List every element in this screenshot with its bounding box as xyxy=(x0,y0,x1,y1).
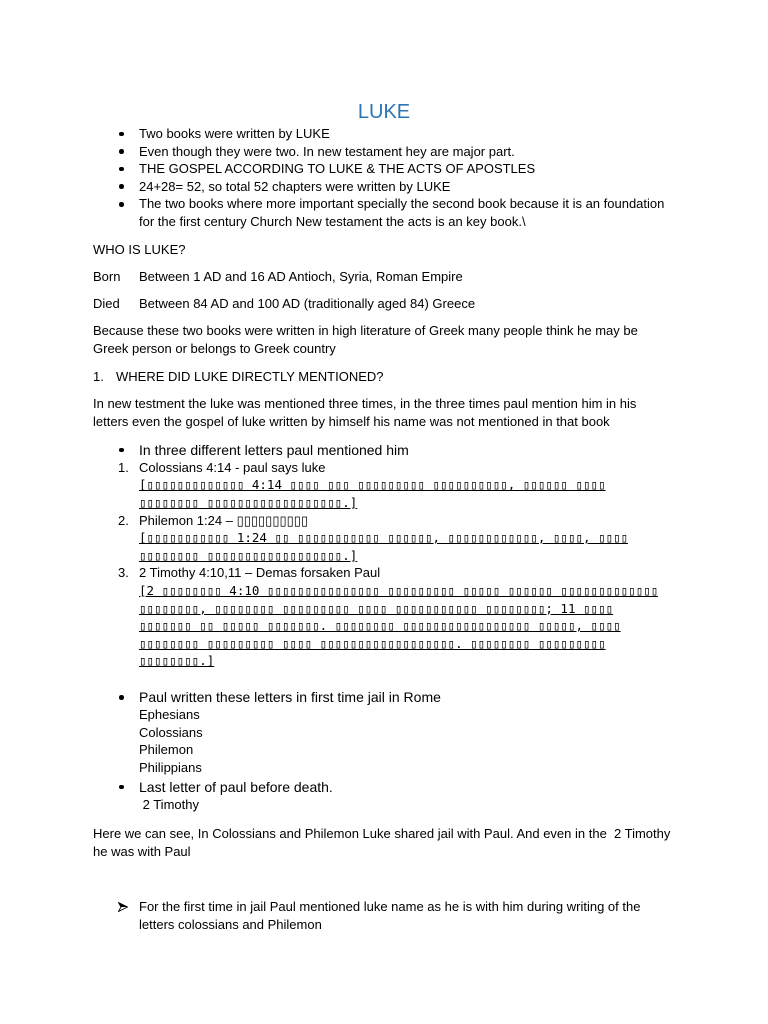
jail-letters-books xyxy=(139,706,768,776)
list-item-text: Last letter of paul before death. xyxy=(139,778,333,795)
fact-label: Born xyxy=(93,269,121,285)
jail-letters-lead-list xyxy=(118,688,768,706)
greek-paragraph: Because these two books were written in high literature of Greek many people think he may be Greek person or belongs to Greek country xyxy=(93,323,638,356)
arrowhead-bullet-icon xyxy=(118,898,139,916)
section-heading xyxy=(93,368,768,386)
who-heading: WHO IS LUKE? xyxy=(93,242,186,258)
letter-item-body xyxy=(139,459,606,512)
intro-bullet-list xyxy=(118,125,768,231)
fact-label: Died xyxy=(93,296,120,312)
document-title: LUKE xyxy=(357,101,411,123)
book-name: Ephesians xyxy=(139,707,200,723)
list-item-text: 24+28= 52, so total 52 chapters were written by LUKE xyxy=(139,178,451,194)
list-item xyxy=(118,195,768,230)
list-item xyxy=(118,441,768,459)
letters-numbered-list xyxy=(118,459,768,670)
letter-reference: Colossians 4:14 - paul says luke xyxy=(139,459,326,475)
item-number: 2. xyxy=(118,512,129,528)
section-number: 1. xyxy=(93,368,104,384)
bullet-icon xyxy=(118,178,139,196)
list-item xyxy=(118,178,768,196)
item-number: 1. xyxy=(118,459,129,475)
section-heading-text: WHERE DID LUKE DIRECTLY MENTIONED? xyxy=(116,368,384,384)
list-item xyxy=(118,688,768,706)
letter-item-body xyxy=(139,512,628,565)
letter-item-body xyxy=(139,564,658,670)
book-name: Philippians xyxy=(139,759,202,775)
letter-reference: Philemon 1:24 – ▯▯▯▯▯▯▯▯▯▯ xyxy=(139,512,309,528)
verse-quote-line[interactable]: ▯▯▯▯▯▯▯▯ ▯▯▯▯▯▯▯▯▯ ▯▯▯▯ ▯▯▯▯▯▯▯▯▯▯▯▯▯▯▯▯▯▯. ▯▯▯▯▯▯▯▯ ▯▯▯▯▯▯▯▯▯ xyxy=(139,635,606,651)
verse-quote-line[interactable]: ▯▯▯▯▯▯▯ ▯▯ ▯▯▯▯▯ ▯▯▯▯▯▯▯. ▯▯▯▯▯▯▯▯ ▯▯▯▯▯▯▯▯▯▯▯▯▯▯▯▯▯ ▯▯▯▯▯, ▯▯▯▯ xyxy=(139,618,621,634)
verse-quote-line[interactable]: [▯▯▯▯▯▯▯▯▯▯▯▯▯ 4:14 ▯▯▯▯ ▯▯▯ ▯▯▯▯▯▯▯▯▯ ▯▯▯▯▯▯▯▯▯▯, ▯▯▯▯▯▯ ▯▯▯▯ xyxy=(139,477,606,493)
list-item-text: For the first time in jail Paul mentioned luke name as he is with him during writing of the letters colossians and Philemon xyxy=(139,898,641,932)
born-fact xyxy=(93,268,768,286)
letter-reference: 2 Timothy 4:10,11 – Demas forsaken Paul xyxy=(139,565,381,581)
letter-item xyxy=(118,564,768,670)
list-item-text: Even though they were two. In new testament hey are major part. xyxy=(139,143,515,159)
item-number: 3. xyxy=(118,565,129,581)
list-item-text: In three different letters paul mentioned him xyxy=(139,441,409,458)
fact-value: Between 1 AD and 16 AD Antioch, Syria, Roman Empire xyxy=(139,269,463,285)
died-fact xyxy=(93,295,768,313)
mention-paragraph: In new testment the luke was mentioned three times, in the three times paul mention him in his letters even the gospel of luke written by himself his name was not mentioned in that book xyxy=(93,396,637,430)
verse-quote-line[interactable]: ▯▯▯▯▯▯▯▯ ▯▯▯▯▯▯▯▯▯▯▯▯▯▯▯▯▯▯.] xyxy=(139,547,358,563)
list-item xyxy=(118,160,768,178)
arrow-note-list xyxy=(118,898,768,933)
book-name: Colossians xyxy=(139,724,203,740)
list-item xyxy=(118,898,768,933)
summary-paragraph: Here we can see, In Colossians and Philemon Luke shared jail with Paul. And even in the 2 Timothy he was with Paul xyxy=(93,825,675,859)
list-item xyxy=(118,125,768,143)
list-item-text: THE GOSPEL ACCORDING TO LUKE & THE ACTS OF APOSTLES xyxy=(139,161,536,177)
verse-quote-line[interactable]: ▯▯▯▯▯▯▯▯ ▯▯▯▯▯▯▯▯▯▯▯▯▯▯▯▯▯▯.] xyxy=(139,495,358,511)
bullet-icon xyxy=(118,688,139,706)
bullet-icon xyxy=(118,441,139,459)
letter-item xyxy=(118,512,768,565)
bullet-icon xyxy=(118,778,139,796)
bullet-icon xyxy=(118,160,139,178)
verse-quote-line[interactable]: ▯▯▯▯▯▯▯▯.] xyxy=(139,653,215,669)
letters-lead-list xyxy=(118,441,768,459)
bullet-icon xyxy=(118,143,139,161)
verse-quote-line[interactable]: ▯▯▯▯▯▯▯▯, ▯▯▯▯▯▯▯▯ ▯▯▯▯▯▯▯▯▯ ▯▯▯▯ ▯▯▯▯▯▯▯▯▯▯▯ ▯▯▯▯▯▯▯▯; 11 ▯▯▯▯ xyxy=(139,600,614,616)
list-item-text: Two books were written by LUKE xyxy=(139,126,330,141)
list-item xyxy=(118,778,768,796)
book-name: Philemon xyxy=(139,742,194,758)
list-item-text: Paul written these letters in first time jail in Rome xyxy=(139,689,441,706)
verse-quote-line[interactable]: [▯▯▯▯▯▯▯▯▯▯▯ 1:24 ▯▯ ▯▯▯▯▯▯▯▯▯▯▯ ▯▯▯▯▯▯, ▯▯▯▯▯▯▯▯▯▯▯▯, ▯▯▯▯, ▯▯▯▯ xyxy=(139,530,629,546)
fact-value: Between 84 AD and 100 AD (traditionally aged 84) Greece xyxy=(139,296,476,312)
bullet-icon xyxy=(118,195,139,213)
last-letter-lead-list xyxy=(118,778,768,796)
list-item xyxy=(118,143,768,161)
letter-item xyxy=(118,459,768,512)
book-name: 2 Timothy xyxy=(139,796,199,812)
list-item-text: The two books where more important specially the second book because it is an foundation for the first century Church New testament the acts is an key book.\ xyxy=(139,196,665,229)
bullet-icon xyxy=(118,125,139,143)
verse-quote-line[interactable]: [2 ▯▯▯▯▯▯▯▯ 4:10 ▯▯▯▯▯▯▯▯▯▯▯▯▯▯▯ ▯▯▯▯▯▯▯▯▯ ▯▯▯▯▯ ▯▯▯▯▯▯ ▯▯▯▯▯▯▯▯▯▯▯▯▯ xyxy=(139,583,659,599)
